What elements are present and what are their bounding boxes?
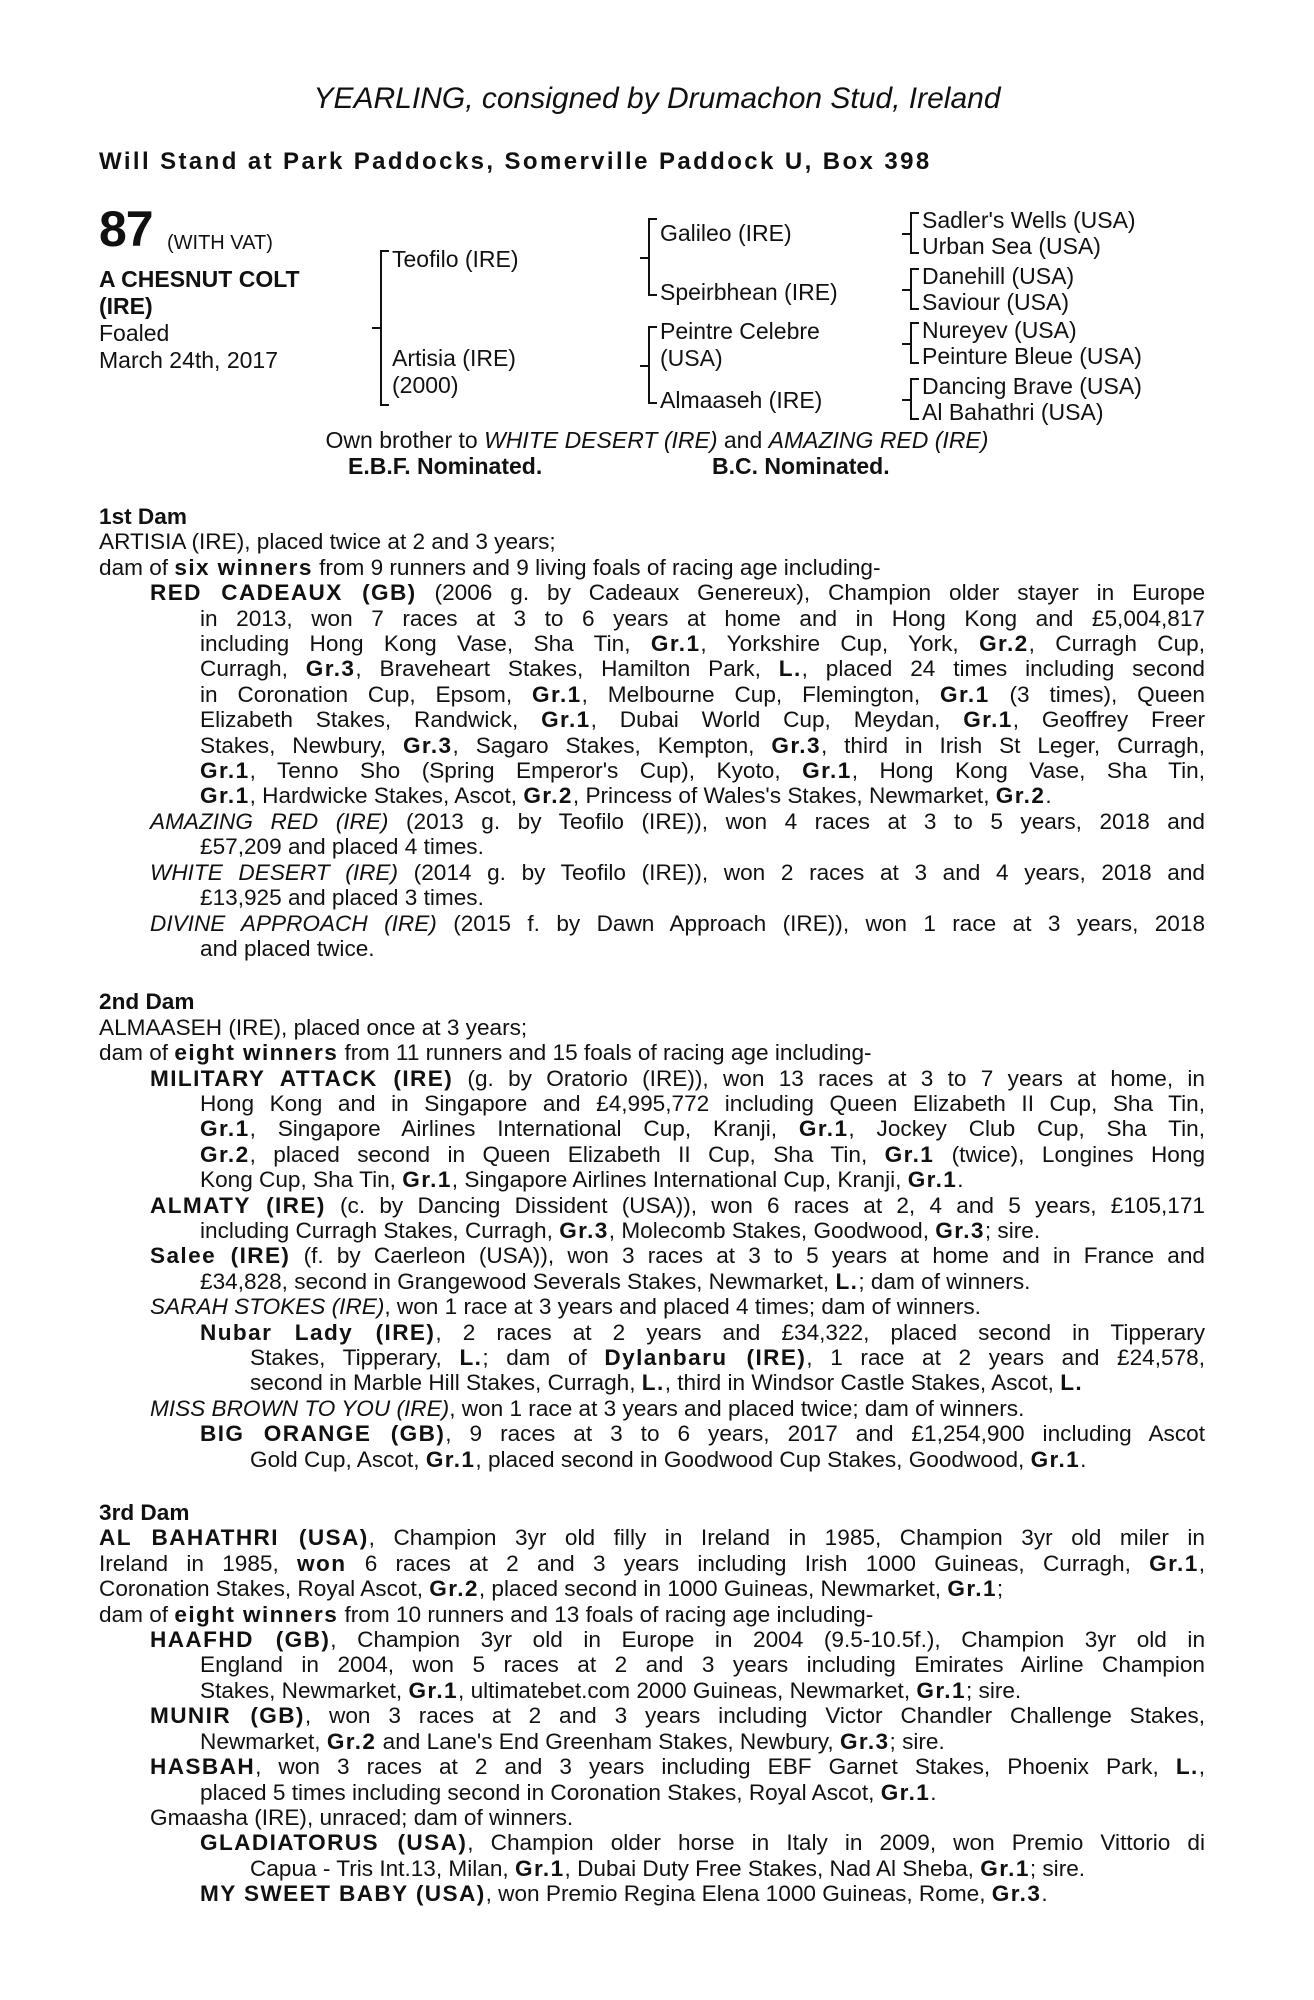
pedigree-dam: Artisia (IRE) xyxy=(392,345,516,371)
hasbah-entry: HASBAH, won 3 races at 2 and 3 years including EBF Garnet Stakes, Phoenix Park, L., xyxy=(150,1754,1205,1780)
nubar-lady-entry: Nubar Lady (IRE), 2 races at 2 years and £34,322, placed second in Tipperary xyxy=(200,1319,1205,1345)
lot-name-line2: (IRE) xyxy=(99,293,153,319)
pedigree-dam-sire-2: (USA) xyxy=(660,345,723,371)
amazing-red-entry: AMAZING RED (IRE) (2013 g. by Teofilo (IRE)), won 4 races at 3 to 5 years, 2018 and xyxy=(150,808,1205,834)
pedigree-g-sss: Sadler's Wells (USA) xyxy=(922,207,1136,233)
gmaasha-entry: Gmaasha (IRE), unraced; dam of winners. xyxy=(150,1804,574,1830)
lot-name-line1: A CHESNUT COLT xyxy=(99,266,300,292)
vat-note: (WITH VAT) xyxy=(167,232,273,254)
own-brother-note: Own brother to WHITE DESERT (IRE) and AMAZING RED (IRE) xyxy=(325,427,989,453)
lot-number: 87 xyxy=(99,201,153,257)
pedigree-g-sdd: Saviour (USA) xyxy=(922,289,1069,315)
red-cadeaux-entry: RED CADEAUX (GB) (2006 g. by Cadeaux Genereux), Champion older stayer in Europe xyxy=(150,580,1206,606)
first-dam-section: 1st Dam ARTISIA (IRE), placed twice at 2 and 3 years; dam of six winners from 9 runners and 9 living foals of racing age including- RED CADEAUX (GB) (2006 g. by Cadeaux Genereux), Champion older stayer in Europe in 2013, won 7 races at 3 to 6 years at home and in Hong Kong and £5,004,817 including Hong Kong Vase, Sha Tin, Gr.1, Yorkshire Cup, York, Gr.2, Curragh Cup, Curragh, Gr.3, Braveheart Stakes, Hamilton Park, L., placed 24 times including second in Coronation Cup, Epsom, Gr.1, Melbourne Cup, Flemington, Gr.1 (3 times), Queen Elizabeth Stakes, Randwick, Gr.1, Dubai World Cup, Meydan, Gr.1, Geoffrey Freer Stakes, Newbury, Gr.3, Sagaro Stakes, Kempton, Gr.3, third in Irish St Leger, Curragh, Gr.1, Tenno Sho (Spring Emperor's Cup), Kyoto, Gr.1, Hong Kong Vase, Sha Tin, Gr.1, Hardwicke Stakes, Ascot, Gr.2, Princess of Wales's Stakes, Newmarket, Gr.2. AMAZING RED (IRE) (2013 g. by Teofilo (IRE)), won 4 races at 3 to 5 years, 2018 and £57,209 and placed 4 times. WHITE DESERT (IRE) (2014 g. by Teofilo (IRE)), won 2 races at 3 and 4 years, 2018 and £13,925 and placed 3 times. DIVINE APPROACH (IRE) (2015 f. by Dawn Approach (IRE)), won 1 race at 3 years, 2018 and placed twice. 2nd Dam ALMAASEH (IRE), placed once at 3 years; dam of eight winners from 11 runners and 15 foals of racing age including- MILITARY ATTACK (IRE) (g. by Oratorio (IRE)), won 13 races at 3 to 7 years at home, in Hong Kong and in Singapore and £4,995,772 including Queen Elizabeth II Cup, Sha Tin, Gr.1, Singapore Airlines International Cup, Kranji, Gr.1, Jockey Club Cup, Sha Tin, Gr.2, placed second in Queen Elizabeth II Cup, Sha Tin, Gr.1 (twice), Longines Hong Kong Cup, Sha Tin, Gr.1, Singapore Airlines International Cup, Kranji, Gr.1. ALMATY (IRE) (c. by Dancing Dissident (USA)), won 6 races at 2, 4 and 5 years, £105,171 including Curragh Stakes, Curragh, Gr.3, Molecomb Stakes, Goodwood, Gr.3; sire. Salee (IRE) (f. by Caerleon (USA)), won 3 races at 3 to 5 years at home and in France and £34,828, second in Grangewood Severals Stakes, Newmarket, L.; dam of winners. SARAH STOKES (IRE), won 1 race at 3 years and placed 4 times; dam of winners. Nubar Lady (IRE), 2 races at 2 years and £34,322, placed second in Tipperary Stakes, Tipperary, L.; dam of Dylanbaru (IRE), 1 race at 2 years and £24,578, second in Marble Hill Stakes, Curragh, L., third in Windsor Castle Stakes, Ascot, L. MISS BROWN TO YOU (IRE), won 1 race at 3 years and placed twice; dam of winners. BIG ORANGE (GB), 9 races at 3 to 6 years, 2017 and £1,254,900 including Ascot Gold Cup, Ascot, Gr.1, placed second in Goodwood Cup Stakes, Goodwood, Gr.1. 3rd Dam AL BAHATHRI (USA), Champion 3yr old filly in Ireland in 1985, Champion 3yr old miler in Ireland in 1985, won 6 races at 2 and 3 years including Irish 1000 Guineas, Curragh, Gr.1, Coronation Stakes, Royal Ascot, Gr.2, placed second in 1000 Guineas, Newmarket, Gr.1; dam of eight winners from 10 runners and 13 foals of racing age including- HAAFHD (GB), Champion 3yr old in Europe in 2004 (9.5-10.5f.), Champion 3yr old in England in 2004, won 5 races at 2 and 3 years including Emirates Airline Champion Stakes, Newmarket, Gr.1, ultimatebet.com 2000 Guineas, Newmarket, Gr.1; sire. MUNIR (GB), won 3 races at 2 and 3 years including Victor Chandler Challenge Stakes, Newmarket, Gr.2 and Lane's End Greenham Stakes, Newbury, Gr.3; sire. HASBAH, won 3 races at 2 and 3 years including EBF Garnet Stakes, Phoenix Park, L., placed 5 times including second in Coronation Stakes, Royal Ascot, Gr.1. Gmaasha (IRE), unraced; dam of winners. GLADIATORUS (USA), Champion older horse in Italy in 2009, won Premio Vittorio di Capua - Tris Int.13, Milan, Gr.1, Dubai Duty Free Stakes, Nad Al Sheba, Gr.1; sire. MY SWEET BABY (USA), won Premio Regina Elena 1000 Guineas, Rome, Gr.3. xyxy=(99,504,1206,1907)
white-desert-entry: WHITE DESERT (IRE) (2014 g. by Teofilo (IRE)), won 2 races at 3 and 4 years, 2018 and xyxy=(150,859,1206,885)
pedigree-g-ssd: Urban Sea (USA) xyxy=(922,233,1101,259)
military-attack-entry: MILITARY ATTACK (IRE) (g. by Oratorio (IRE)), won 13 races at 3 to 7 years at home, in xyxy=(150,1065,1205,1091)
first-dam-produce-intro: dam of six winners from 9 runners and 9 living foals of racing age including- xyxy=(99,554,881,580)
pedigree-sire-dam: Speirbhean (IRE) xyxy=(660,279,838,305)
first-dam-intro: ARTISIA (IRE), placed twice at 2 and 3 years; xyxy=(99,529,556,555)
pedigree-g-sds: Danehill (USA) xyxy=(922,263,1075,289)
page-title: YEARLING, consigned by Drumachon Stud, Ireland xyxy=(313,82,1001,115)
haafhd-entry: HAAFHD (GB), Champion 3yr old in Europe in 2004 (9.5-10.5f.), Champion 3yr old in xyxy=(150,1627,1206,1653)
pedigree-dam-dam: Almaaseh (IRE) xyxy=(660,387,823,413)
munir-entry: MUNIR (GB), won 3 races at 2 and 3 years including Victor Chandler Challenge Stakes, xyxy=(150,1703,1205,1729)
pedigree-dam-year: (2000) xyxy=(392,372,459,398)
second-dam-produce-intro: dam of eight winners from 11 runners and 15 foals of racing age including- xyxy=(99,1040,872,1066)
second-dam-heading: 2nd Dam xyxy=(99,989,195,1015)
big-orange-entry: BIG ORANGE (GB), 9 races at 3 to 6 years, 2017 and £1,254,900 including Ascot xyxy=(200,1421,1205,1447)
miss-brown-to-you-entry: MISS BROWN TO YOU (IRE), won 1 race at 3 years and placed twice; dam of winners. xyxy=(150,1395,1025,1421)
pedigree-g-ddd: Al Bahathri (USA) xyxy=(922,399,1104,425)
foaled-date: March 24th, 2017 xyxy=(99,347,279,373)
bc-nominated: B.C. Nominated. xyxy=(712,453,890,479)
second-dam-intro: ALMAASEH (IRE), placed once at 3 years; xyxy=(99,1014,528,1040)
my-sweet-baby-entry: MY SWEET BABY (USA), won Premio Regina Elena 1000 Guineas, Rome, Gr.3. xyxy=(200,1881,1048,1907)
salee-entry: Salee (IRE) (f. by Caerleon (USA)), won 3 races at 3 to 5 years at home and in France and xyxy=(150,1243,1205,1269)
foaled-label: Foaled xyxy=(99,320,170,346)
sarah-stokes-entry: SARAH STOKES (IRE), won 1 race at 3 years and placed 4 times; dam of winners. xyxy=(150,1294,981,1320)
third-dam-heading: 3rd Dam xyxy=(99,1500,190,1526)
pedigree-sire: Teofilo (IRE) xyxy=(392,246,519,272)
al-bahathri-entry: AL BAHATHRI (USA), Champion 3yr old filly in Ireland in 1985, Champion 3yr old miler in xyxy=(99,1525,1205,1551)
pedigree-sire-sire: Galileo (IRE) xyxy=(660,220,792,246)
stand-location: Will Stand at Park Paddocks, Somerville Paddock U, Box 398 xyxy=(99,148,932,175)
pedigree-g-dds: Dancing Brave (USA) xyxy=(922,373,1142,399)
pedigree-g-dss: Nureyev (USA) xyxy=(922,317,1077,343)
gladiatorus-entry: GLADIATORUS (USA), Champion older horse in Italy in 2009, won Premio Vittorio di xyxy=(200,1830,1205,1856)
ebf-nominated: E.B.F. Nominated. xyxy=(348,453,543,479)
almaty-entry: ALMATY (IRE) (c. by Dancing Dissident (USA)), won 6 races at 2, 4 and 5 years, £105,171 xyxy=(150,1192,1205,1218)
first-dam-heading: 1st Dam xyxy=(99,504,187,529)
third-dam-produce-intro: dam of eight winners from 10 runners and 13 foals of racing age including- xyxy=(99,1601,874,1627)
pedigree-g-dsd: Peinture Bleue (USA) xyxy=(922,343,1142,369)
pedigree-dam-sire-1: Peintre Celebre xyxy=(660,318,820,344)
divine-approach-entry: DIVINE APPROACH (IRE) (2015 f. by Dawn Approach (IRE)), won 1 race at 3 years, 2018 xyxy=(150,910,1206,936)
